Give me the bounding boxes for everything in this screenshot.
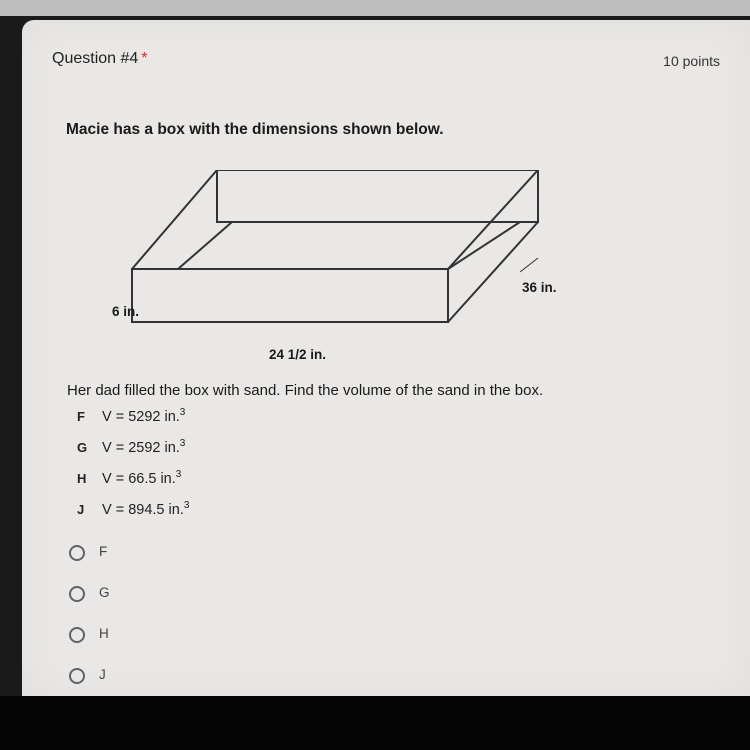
question-title [52, 50, 148, 68]
question-card [22, 20, 750, 696]
answer-row-f [77, 407, 189, 438]
box-inner-left-edge [178, 222, 232, 269]
answer-text: V = 894.5 in. [102, 501, 184, 518]
radio-options [68, 544, 110, 708]
answer-text: V = 5292 in. [102, 408, 180, 425]
top-strip [0, 0, 750, 16]
box-front-face [132, 269, 448, 322]
answer-letter: J [77, 501, 85, 517]
answer-letter: H [77, 470, 87, 486]
box-diagram [92, 170, 612, 370]
answer-exponent: 3 [179, 438, 186, 449]
height-label: 6 in. [112, 304, 140, 319]
depth-tick [520, 258, 538, 272]
bottom-bar [0, 696, 750, 750]
option-label[interactable]: J [99, 667, 106, 682]
box-figure [92, 170, 612, 370]
option-f[interactable] [68, 544, 110, 585]
answer-row-j [77, 500, 189, 531]
option-g[interactable] [68, 585, 110, 626]
answer-text: V = 66.5 in. [102, 470, 176, 487]
required-mark: * [141, 50, 148, 67]
box-back-face [217, 170, 538, 222]
answer-exponent: 3 [175, 469, 182, 480]
option-label[interactable]: H [99, 626, 109, 641]
answer-list [77, 407, 189, 531]
depth-label: 36 in. [522, 280, 557, 295]
radio-button[interactable] [69, 627, 85, 643]
question-text: Her dad filled the box with sand. Find the volume of the sand in the box. [67, 382, 544, 399]
answer-row-g [77, 438, 189, 469]
answer-text: V = 2592 in. [102, 439, 180, 456]
box-right-top-edge [448, 170, 538, 269]
question-prompt: Macie has a box with the dimensions shown below. [66, 121, 444, 138]
radio-button[interactable] [69, 586, 85, 602]
width-label: 24 1/2 in. [269, 347, 327, 362]
radio-button[interactable] [69, 668, 85, 684]
option-label[interactable]: F [99, 544, 108, 559]
answer-letter: F [77, 408, 85, 424]
question-title-text: Question #4 [52, 50, 139, 67]
answer-exponent: 3 [179, 407, 186, 418]
option-h[interactable] [68, 626, 110, 667]
answer-row-h [77, 469, 189, 500]
box-right-bottom-edge [448, 222, 538, 322]
option-label[interactable]: G [99, 585, 110, 600]
answer-letter: G [77, 439, 88, 455]
box-left-top-edge [132, 170, 217, 269]
answer-exponent: 3 [183, 500, 190, 511]
points-label: 10 points [663, 53, 720, 69]
radio-button[interactable] [69, 545, 85, 561]
